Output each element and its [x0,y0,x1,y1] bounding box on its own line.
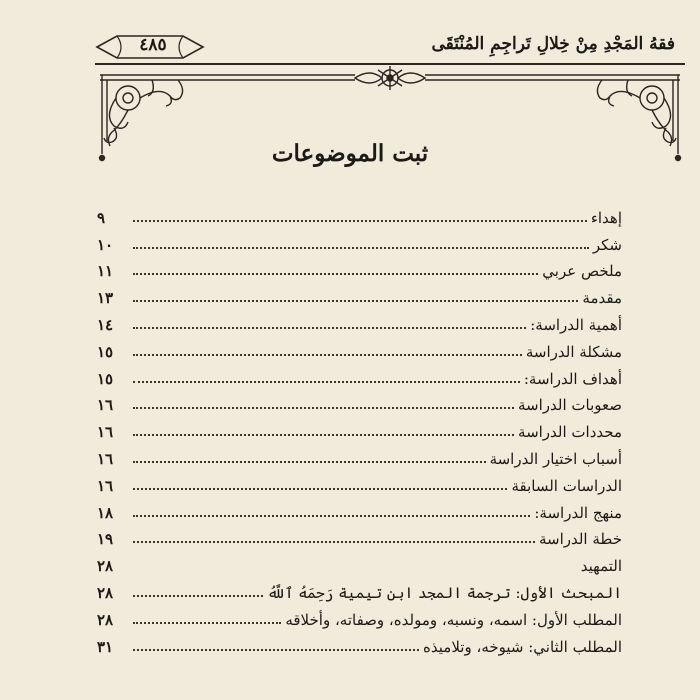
dot-leader [133,434,514,436]
toc-label: إهداء [590,208,622,227]
toc-entry[interactable] [97,468,622,495]
dot-leader [133,300,578,302]
toc-page-number: ١٦ [97,476,114,495]
toc-label: المطلب الأول: اسمه، ونسبه، ومولده، وصفاته، وأخلاقه [285,610,622,629]
toc-label: المبحث الأول: ترجمة المجد ابن تيمية رَحِمَهُ ٱللَّهُ [267,583,622,602]
book-title: فقهُ المَجْدِ مِنْ خِلالِ تَراجِمِ المُنْتَقَى [431,34,675,54]
toc-label: صعوبات الدراسة [518,396,622,415]
toc-entry[interactable] [97,548,622,575]
toc-entry[interactable] [97,307,622,334]
dot-leader [133,220,587,222]
toc-entry[interactable] [97,522,622,549]
toc-label: محددات الدراسة [518,423,622,442]
toc-entry[interactable] [97,441,622,468]
toc-label: شكر [592,235,622,254]
toc-page-number: ١٠ [97,235,114,254]
toc-page-number: ١٤ [97,315,114,334]
toc-page-number: ١٦ [97,449,114,468]
dot-leader [133,541,535,543]
toc-entry[interactable] [97,388,622,415]
toc-label: ملخص عربي [542,262,622,281]
toc-page-number: ١٥ [97,342,114,361]
toc-entry[interactable] [97,414,622,441]
toc-entry[interactable] [97,575,622,602]
toc-page-number: ١٣ [97,289,114,308]
toc-entry[interactable] [97,334,622,361]
dot-leader [133,568,577,570]
toc-label: أهداف الدراسة: [523,369,622,388]
toc-label: مشكلة الدراسة [525,342,622,361]
toc-label: أهمية الدراسة: [530,315,622,334]
dot-leader [133,488,507,490]
page-number: ٤٨٥ [139,35,167,55]
toc-entry[interactable] [97,200,622,227]
toc-label: المطلب الثاني: شيوخه، وتلاميذه [423,637,622,656]
page-number-badge [95,32,205,60]
toc-page-number: ١٨ [97,503,114,522]
toc-entry[interactable] [97,254,622,281]
dot-leader [133,273,538,275]
toc-page-number: ١٦ [97,396,114,415]
toc-page-number: ٢٨ [97,610,114,629]
toc-entry[interactable] [97,495,622,522]
dot-leader [133,595,263,597]
toc-label: الدراسات السابقة [511,476,622,495]
dot-leader [133,354,522,356]
dot-leader [133,407,514,409]
section-title: ثبت الموضوعات [271,140,429,167]
dot-leader [133,247,589,249]
toc-page-number: ٣١ [97,637,114,656]
toc-entry[interactable] [97,361,622,388]
toc-page-number: ٩ [97,208,106,227]
toc-entry[interactable] [97,602,622,629]
dot-leader [133,327,526,329]
toc-page-number: ٢٨ [97,583,114,602]
dot-leader [133,461,486,463]
toc-entry[interactable] [97,629,622,656]
toc-page-number: ٢٨ [97,557,114,576]
dot-leader [133,649,419,651]
toc-label: منهج الدراسة: [534,503,622,522]
toc-entry[interactable] [97,227,622,254]
toc-page-number: ١٩ [97,530,114,549]
toc-page-number: ١١ [97,262,114,281]
table-of-contents [97,200,622,656]
toc-label: أسباب اختيار الدراسة [489,449,622,468]
toc-label: مقدمة [582,289,622,308]
dot-leader [133,515,530,517]
dot-leader [133,622,281,624]
toc-page-number: ١٦ [97,423,114,442]
toc-page-number: ١٥ [97,369,114,388]
dot-leader [133,381,520,383]
toc-label: خطة الدراسة [538,530,622,549]
toc-label: التمهيد [580,557,622,576]
toc-entry[interactable] [97,280,622,307]
header-rule [95,63,685,65]
